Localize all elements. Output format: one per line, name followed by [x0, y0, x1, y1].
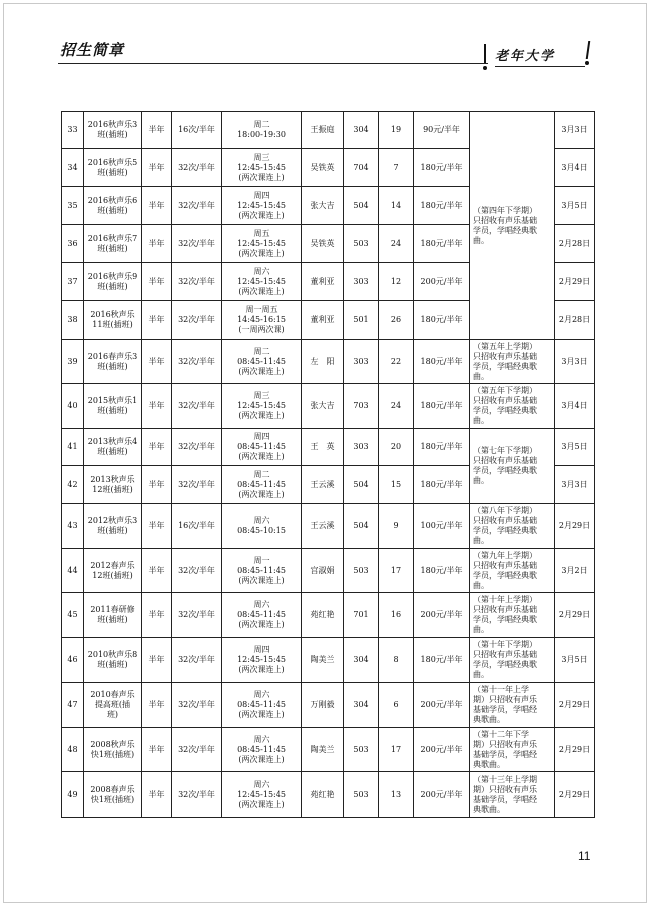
schedule: 周四 12:45-15:45 (两次课连上): [222, 638, 302, 683]
note: （第十二年下学 期）只招收有声乐 基础学员，学唱经 典歌曲。: [470, 728, 555, 772]
date: 2月29日: [555, 504, 595, 549]
schedule: 周四 08:45-11:45 (两次课连上): [222, 429, 302, 466]
seats: 14: [379, 187, 414, 225]
lessons: 32次/半年: [172, 466, 222, 504]
fee: 180元/半年: [414, 384, 470, 429]
lessons: 32次/半年: [172, 638, 222, 683]
teacher: 苑红艳: [302, 772, 344, 818]
room: 701: [344, 593, 379, 638]
schedule: 周五 12:45-15:45 (两次课连上): [222, 225, 302, 263]
class-name: 2016春声乐3 班(插班): [84, 340, 142, 384]
row-no: 39: [62, 340, 84, 384]
class-name: 2013秋声乐 12班(插班): [84, 466, 142, 504]
room: 303: [344, 340, 379, 384]
table-row: [62, 429, 595, 466]
fee: 180元/半年: [414, 466, 470, 504]
teacher: 董利亚: [302, 263, 344, 301]
lessons: 32次/半年: [172, 429, 222, 466]
note: （第十一年上学 期）只招收有声乐 基础学员，学唱经 典歌曲。: [470, 683, 555, 728]
lessons: 32次/半年: [172, 187, 222, 225]
table-row: [62, 549, 595, 593]
teacher: 王云溪: [302, 504, 344, 549]
fee: 200元/半年: [414, 772, 470, 818]
lessons: 32次/半年: [172, 149, 222, 187]
seats: 9: [379, 504, 414, 549]
teacher: 万刚毅: [302, 683, 344, 728]
class-name: 2016秋声乐 11班(插班): [84, 301, 142, 340]
room: 503: [344, 549, 379, 593]
date: 2月29日: [555, 683, 595, 728]
room: 704: [344, 149, 379, 187]
fee: 180元/半年: [414, 638, 470, 683]
teacher: 王云溪: [302, 466, 344, 504]
header-right-title: 老年大学: [495, 49, 556, 64]
class-name: 2016秋声乐3 班(插班): [84, 112, 142, 149]
fee: 200元/半年: [414, 263, 470, 301]
fee: 100元/半年: [414, 504, 470, 549]
table-row: [62, 593, 595, 638]
term: 半年: [142, 683, 172, 728]
note: （第十年上学期） 只招收有声乐基础 学员，学唱经典歌 曲。: [470, 593, 555, 638]
teacher: 张大吉: [302, 187, 344, 225]
note: （第十三年上学期 期）只招收有声乐 基础学员，学唱经 典歌曲。: [470, 772, 555, 818]
lessons: 32次/半年: [172, 263, 222, 301]
row-no: 47: [62, 683, 84, 728]
row-no: 35: [62, 187, 84, 225]
date: 3月3日: [555, 112, 595, 149]
lessons: 32次/半年: [172, 772, 222, 818]
room: 504: [344, 466, 379, 504]
lessons: 32次/半年: [172, 301, 222, 340]
table-row: [62, 504, 595, 549]
header-mark-right-dot: [585, 61, 589, 65]
seats: 7: [379, 149, 414, 187]
room: 304: [344, 683, 379, 728]
table-row: [62, 340, 595, 384]
note: （第十年下学期） 只招收有声乐基础 学员，学唱经典歌 曲。: [470, 638, 555, 683]
date: 3月5日: [555, 638, 595, 683]
fee: 180元/半年: [414, 187, 470, 225]
seats: 13: [379, 772, 414, 818]
class-name: 2008秋声乐 快1班(插班): [84, 728, 142, 772]
term: 半年: [142, 772, 172, 818]
header-left-title: 招生简章: [60, 41, 125, 59]
seats: 24: [379, 225, 414, 263]
date: 3月3日: [555, 340, 595, 384]
term: 半年: [142, 429, 172, 466]
room: 303: [344, 263, 379, 301]
row-no: 49: [62, 772, 84, 818]
term: 半年: [142, 149, 172, 187]
schedule: 周二 18:00-19:30: [222, 112, 302, 149]
schedule: 周二 08:45-11:45 (两次课连上): [222, 466, 302, 504]
room: 503: [344, 772, 379, 818]
teacher: 左 阳: [302, 340, 344, 384]
date: 2月29日: [555, 772, 595, 818]
schedule: 周三 12:45-15:45 (两次课连上): [222, 384, 302, 429]
fee: 200元/半年: [414, 683, 470, 728]
row-no: 42: [62, 466, 84, 504]
row-no: 43: [62, 504, 84, 549]
row-no: 41: [62, 429, 84, 466]
page-number: 11: [578, 849, 591, 863]
date: 3月5日: [555, 429, 595, 466]
header-rule: [58, 63, 488, 64]
table-row: [62, 683, 595, 728]
lessons: 32次/半年: [172, 683, 222, 728]
date: 2月28日: [555, 225, 595, 263]
fee: 180元/半年: [414, 225, 470, 263]
lessons: 16次/半年: [172, 504, 222, 549]
teacher: 吴铁英: [302, 149, 344, 187]
row-no: 37: [62, 263, 84, 301]
schedule: 周一 08:45-11:45 (两次课连上): [222, 549, 302, 593]
seats: 19: [379, 112, 414, 149]
schedule: 周六 12:45-15:45 (两次课连上): [222, 772, 302, 818]
seats: 16: [379, 593, 414, 638]
term: 半年: [142, 187, 172, 225]
fee: 180元/半年: [414, 429, 470, 466]
term: 半年: [142, 263, 172, 301]
row-no: 48: [62, 728, 84, 772]
term: 半年: [142, 384, 172, 429]
row-no: 46: [62, 638, 84, 683]
note: （第四年下学期） 只招收有声乐基础 学员，学唱经典歌 曲。: [470, 112, 555, 340]
date: 2月29日: [555, 593, 595, 638]
schedule: 周六 08:45-11:45 (两次课连上): [222, 593, 302, 638]
date: 3月4日: [555, 384, 595, 429]
lessons: 32次/半年: [172, 549, 222, 593]
lessons: 32次/半年: [172, 728, 222, 772]
row-no: 33: [62, 112, 84, 149]
seats: 20: [379, 429, 414, 466]
note: （第九年上学期） 只招收有声乐基础 学员，学唱经典歌 曲。: [470, 549, 555, 593]
teacher: 苑红艳: [302, 593, 344, 638]
note: （第八年下学期） 只招收有声乐基础 学员，学唱经典歌 曲。: [470, 504, 555, 549]
teacher: 陶美兰: [302, 728, 344, 772]
row-no: 40: [62, 384, 84, 429]
term: 半年: [142, 728, 172, 772]
schedule: 周一周五 14:45-16:15 (一周两次课): [222, 301, 302, 340]
seats: 17: [379, 728, 414, 772]
row-no: 34: [62, 149, 84, 187]
header-mark-left: [484, 44, 486, 63]
room: 503: [344, 225, 379, 263]
date: 3月5日: [555, 187, 595, 225]
date: 3月2日: [555, 549, 595, 593]
schedule: 周六 08:45-10:15: [222, 504, 302, 549]
date: 3月3日: [555, 466, 595, 504]
term: 半年: [142, 549, 172, 593]
date: 2月29日: [555, 263, 595, 301]
lessons: 32次/半年: [172, 384, 222, 429]
class-name: 2016秋声乐5 班(插班): [84, 149, 142, 187]
seats: 15: [379, 466, 414, 504]
room: 503: [344, 728, 379, 772]
room: 303: [344, 429, 379, 466]
room: 504: [344, 187, 379, 225]
table-row: [62, 638, 595, 683]
seats: 12: [379, 263, 414, 301]
date: 2月28日: [555, 301, 595, 340]
term: 半年: [142, 340, 172, 384]
class-name: 2008春声乐 快1班(插班): [84, 772, 142, 818]
fee: 200元/半年: [414, 728, 470, 772]
room: 304: [344, 112, 379, 149]
teacher: 张大吉: [302, 384, 344, 429]
fee: 90元/半年: [414, 112, 470, 149]
schedule: 周六 12:45-15:45 (两次课连上): [222, 263, 302, 301]
class-name: 2012春声乐 12班(插班): [84, 549, 142, 593]
lessons: 32次/半年: [172, 225, 222, 263]
teacher: 董利亚: [302, 301, 344, 340]
class-name: 2016秋声乐6 班(插班): [84, 187, 142, 225]
fee: 180元/半年: [414, 549, 470, 593]
row-no: 36: [62, 225, 84, 263]
seats: 24: [379, 384, 414, 429]
schedule: 周四 12:45-15:45 (两次课连上): [222, 187, 302, 225]
term: 半年: [142, 466, 172, 504]
teacher: 吴铁英: [302, 225, 344, 263]
term: 半年: [142, 638, 172, 683]
term: 半年: [142, 593, 172, 638]
fee: 180元/半年: [414, 301, 470, 340]
header-rule-right: [495, 66, 585, 67]
teacher: 王振庭: [302, 112, 344, 149]
class-name: 2016秋声乐7 班(插班): [84, 225, 142, 263]
note: （第五年上学期） 只招收有声乐基础 学员，学唱经典歌 曲。: [470, 340, 555, 384]
term: 半年: [142, 504, 172, 549]
class-name: 2010春声乐 提高班(插 班): [84, 683, 142, 728]
term: 半年: [142, 301, 172, 340]
fee: 200元/半年: [414, 593, 470, 638]
note: （第五年下学期） 只招收有声乐基础 学员，学唱经典歌 曲。: [470, 384, 555, 429]
seats: 17: [379, 549, 414, 593]
fee: 180元/半年: [414, 149, 470, 187]
schedule: 周六 08:45-11:45 (两次课连上): [222, 728, 302, 772]
note: （第七年下学期） 只招收有声乐基础 学员，学唱经典歌 曲。: [470, 429, 555, 504]
row-no: 44: [62, 549, 84, 593]
table-row: [62, 112, 595, 149]
room: 703: [344, 384, 379, 429]
teacher: 宫淑娟: [302, 549, 344, 593]
date: 3月4日: [555, 149, 595, 187]
row-no: 45: [62, 593, 84, 638]
seats: 26: [379, 301, 414, 340]
schedule: 周二 08:45-11:45 (两次课连上): [222, 340, 302, 384]
room: 501: [344, 301, 379, 340]
date: 2月29日: [555, 728, 595, 772]
class-name: 2015秋声乐1 班(插班): [84, 384, 142, 429]
fee: 180元/半年: [414, 340, 470, 384]
schedule: 周六 08:45-11:45 (两次课连上): [222, 683, 302, 728]
table-row: [62, 772, 595, 818]
term: 半年: [142, 225, 172, 263]
header-mark-left-dot: [483, 66, 487, 70]
class-name: 2010秋声乐8 班(插班): [84, 638, 142, 683]
room: 504: [344, 504, 379, 549]
class-name: 2013秋声乐4 班(插班): [84, 429, 142, 466]
lessons: 32次/半年: [172, 340, 222, 384]
class-name: 2011春研修 班(插班): [84, 593, 142, 638]
seats: 6: [379, 683, 414, 728]
teacher: 王 英: [302, 429, 344, 466]
lessons: 16次/半年: [172, 112, 222, 149]
lessons: 32次/半年: [172, 593, 222, 638]
class-name: 2012秋声乐3 班(插班): [84, 504, 142, 549]
room: 304: [344, 638, 379, 683]
table-row: [62, 384, 595, 429]
course-table: [61, 111, 595, 818]
term: 半年: [142, 112, 172, 149]
table-row: [62, 728, 595, 772]
seats: 8: [379, 638, 414, 683]
schedule: 周三 12:45-15:45 (两次课连上): [222, 149, 302, 187]
seats: 22: [379, 340, 414, 384]
row-no: 38: [62, 301, 84, 340]
teacher: 陶美兰: [302, 638, 344, 683]
class-name: 2016秋声乐9 班(插班): [84, 263, 142, 301]
